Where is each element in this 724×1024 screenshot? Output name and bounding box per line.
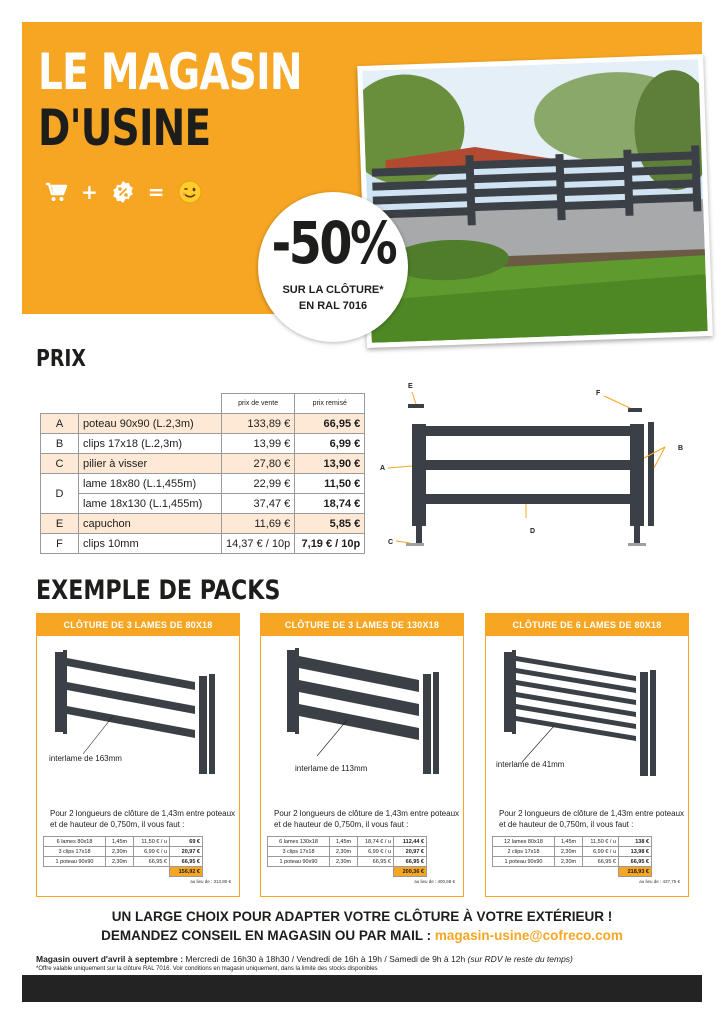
fence-photo — [362, 59, 707, 343]
pack-total-row — [44, 867, 203, 877]
price-vente: 13,99 € — [222, 434, 295, 454]
diagram-label-e: E — [408, 383, 413, 390]
pack-row: 3 clips 17x18 2,30m 6,99 € / u 20,97 € — [268, 847, 427, 857]
price-code: F — [41, 534, 79, 554]
packs-title: EXEMPLE DE PACKS — [36, 575, 281, 606]
percent-icon — [111, 180, 135, 204]
price-remise: 18,74 € — [295, 494, 365, 514]
price-remise: 7,19 € / 10p — [295, 534, 365, 554]
hours-note: (sur RDV le reste du temps) — [467, 954, 573, 964]
diagram-label-b: B — [678, 445, 684, 452]
pack-card — [485, 613, 689, 897]
price-vente: 11,69 € — [222, 514, 295, 534]
pack-description: Pour 2 longueurs de clôture de 1,43m entre poteaux et de hauteur de 0,750m, il vous faut : — [50, 809, 236, 829]
price-row — [41, 474, 365, 494]
pack-table — [43, 836, 203, 877]
price-vente: 22,99 € — [222, 474, 295, 494]
price-vente: 133,89 € — [222, 414, 295, 434]
bottom-bar — [22, 975, 702, 1002]
pack-row: 1 poteau 90x90 2,30m 66,95 € 66,95 € — [493, 857, 652, 867]
price-vente: 27,80 € — [222, 454, 295, 474]
fence-photo-frame — [357, 54, 713, 348]
price-code: B — [41, 434, 79, 454]
price-label: poteau 90x90 (L.2,3m) — [79, 414, 222, 434]
offer-footnote: *Offre valable uniquement sur la clôture RAL 7016. Voir conditions en magasin uniquement, dans la limite des stocks disponibles — [36, 966, 378, 972]
price-label: lame 18x80 (L.1,455m) — [79, 474, 222, 494]
pack-table — [267, 836, 427, 877]
pack-fence-illustration — [43, 644, 233, 784]
price-code: A — [41, 414, 79, 434]
pack-row: 2 clips 17x18 2,30m 6,99 € / u 13,98 € — [493, 847, 652, 857]
discount-line2: EN RAL 7016 — [298, 300, 368, 312]
price-label: pilier à visser — [79, 454, 222, 474]
diagram-label-a: A — [380, 465, 386, 472]
price-label: clips 10mm — [79, 534, 222, 554]
col-prix-remise: prix remisé — [295, 394, 365, 414]
price-row — [41, 494, 365, 514]
pack-total: 218,93 € — [619, 867, 652, 877]
pack-description: Pour 2 longueurs de clôture de 1,43m entre poteaux et de hauteur de 0,750m, il vous faut : — [499, 809, 685, 829]
pack-total: 200,36 € — [394, 867, 427, 877]
price-vente: 37,47 € — [222, 494, 295, 514]
diagram-label-f: F — [596, 390, 601, 397]
plus-sign: + — [81, 180, 98, 204]
pack-total-row — [493, 867, 652, 877]
discount-badge — [258, 192, 408, 342]
promo-equation — [44, 180, 202, 204]
pack-row: 6 lames 80x18 1,45m 11,50 € / u 69 € — [44, 837, 203, 847]
price-code: E — [41, 514, 79, 534]
pack-total-row — [268, 867, 427, 877]
price-row — [41, 454, 365, 474]
pack-row: 3 clips 17x18 2,30m 6,99 € / u 20,97 € — [44, 847, 203, 857]
pack-interlame: interlame de 113mm — [295, 764, 368, 773]
pack-card — [260, 613, 464, 897]
price-row — [41, 534, 365, 554]
pack-header: CLÔTURE DE 3 LAMES DE 130X18 — [261, 614, 463, 636]
tagline-choice: UN LARGE CHOIX POUR ADAPTER VOTRE CLÔTURE À VOTRE EXTÉRIEUR ! — [111, 909, 613, 924]
price-row — [41, 434, 365, 454]
pack-header: CLÔTURE DE 6 LAMES DE 80X18 — [486, 614, 688, 636]
discount-percent: -50% — [271, 209, 396, 277]
hours-label: Magasin ouvert d'avril à septembre : — [36, 954, 186, 964]
pack-card — [36, 613, 240, 897]
pack-row: 1 poteau 90x90 2,30m 66,95 € 66,95 € — [44, 857, 203, 867]
prix-title: PRIX — [36, 346, 86, 372]
price-row — [41, 414, 365, 434]
price-remise: 66,95 € — [295, 414, 365, 434]
hours-text: Mercredi de 16h30 à 18h30 / Vendredi de 16h à 19h / Samedi de 9h à 12h — [185, 954, 468, 964]
cart-icon — [44, 180, 68, 204]
diagram-label-d: D — [530, 528, 536, 535]
hero-title-line2: D'USINE — [38, 99, 211, 157]
hero-title-line1: LE MAGASIN — [38, 43, 302, 101]
price-label: capuchon — [79, 514, 222, 534]
discount-line1: SUR LA CLÔTURE* — [282, 284, 384, 296]
col-prix-vente: prix de vente — [222, 394, 295, 414]
pack-original-price: au lieu de : 313,80 € — [190, 879, 231, 884]
email-link[interactable]: magasin-usine@cofreco.com — [434, 928, 623, 943]
pack-interlame: interlame de 41mm — [496, 760, 565, 769]
tagline-contact — [0, 928, 724, 943]
pack-original-price: au lieu de : 437,75 € — [639, 879, 680, 884]
equals-sign: = — [147, 180, 165, 204]
pack-table — [492, 836, 652, 877]
price-vente: 14,37 € / 10p — [222, 534, 295, 554]
price-remise: 5,85 € — [295, 514, 365, 534]
store-hours — [36, 954, 573, 964]
price-label: clips 17x18 (L.2,3m) — [79, 434, 222, 454]
pack-total: 156,92 € — [170, 867, 203, 877]
price-table — [40, 393, 365, 554]
pack-row: 12 lames 80x18 1,45m 11,50 € / u 138 € — [493, 837, 652, 847]
price-code: D — [41, 474, 79, 514]
hero-title — [38, 44, 302, 156]
pack-header: CLÔTURE DE 3 LAMES DE 80X18 — [37, 614, 239, 636]
pack-description: Pour 2 longueurs de clôture de 1,43m entre poteaux et de hauteur de 0,750m, il vous faut : — [274, 809, 460, 829]
price-row — [41, 514, 365, 534]
pack-row: 6 lames 130x18 1,45m 18,74 € / u 112,44 € — [268, 837, 427, 847]
price-label: lame 18x130 (L.1,455m) — [79, 494, 222, 514]
price-table-header — [41, 394, 365, 414]
diagram-label-c: C — [388, 539, 394, 546]
price-remise: 11,50 € — [295, 474, 365, 494]
tagline-contact-text: DEMANDEZ CONSEIL EN MAGASIN OU PAR MAIL : — [101, 928, 435, 943]
pack-original-price: au lieu de : 400,68 € — [414, 879, 455, 884]
pack-row: 1 poteau 90x90 2,30m 66,95 € 66,95 € — [268, 857, 427, 867]
price-remise: 13,90 € — [295, 454, 365, 474]
pack-interlame: interlame de 163mm — [49, 754, 122, 763]
price-code: C — [41, 454, 79, 474]
wink-emoji-icon — [178, 180, 202, 204]
pack-fence-illustration — [267, 644, 457, 784]
fence-parts-diagram — [376, 378, 704, 556]
price-remise: 6,99 € — [295, 434, 365, 454]
